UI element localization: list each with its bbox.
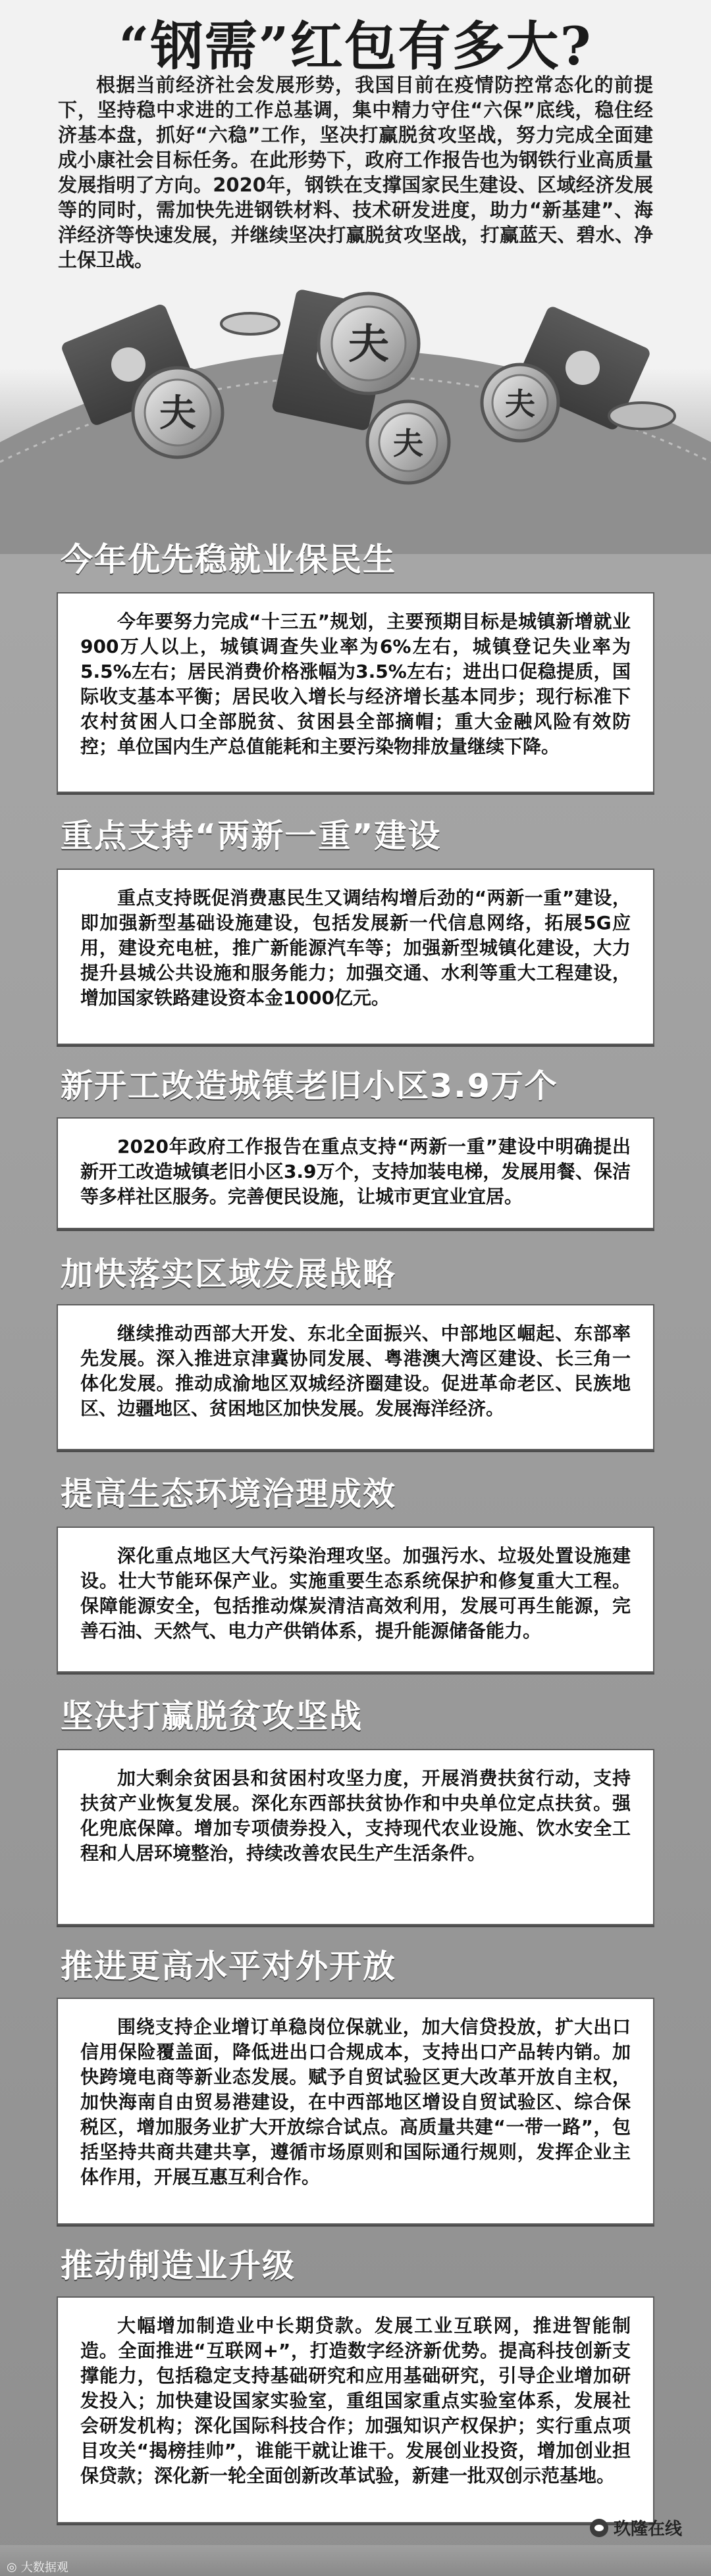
section-text: 加大剩余贫困县和贫困村攻坚力度，开展消费扶贫行动，支持扶贫产业恢复发展。深化东西部扶贫协作和中央单位定点扶贫。强化兜底保障。增加专项债券投入，支持现代农业设施、饮水安全工程和人居环境整治，持续改善农民生产生活条件。 (80, 1767, 631, 1864)
section-text: 今年要努力完成“十三五”规划，主要预期目标是城镇新增就业900万人以上，城镇调查失业率为6%左右，城镇登记失业率为5.5%左右；居民消费价格涨幅为3.5%左右；进出口促稳提质，国际收支基本平衡；居民收入增长与经济增长基本同步；现行标准下农村贫困人口全部脱贫、贫困县全部摘帽；重大金融风险有效防控；单位国内生产总值能耗和主要污染物排放量继续下降。 (80, 611, 631, 757)
section-title-employment: 今年优先稳就业保民生 (61, 541, 397, 578)
section-title-poverty: 坚决打赢脱贫攻坚战 (61, 1698, 363, 1735)
section-text: 继续推动西部大开发、东北全面振兴、中部地区崛起、东部率先发展。深入推进京津冀协同发展、粤港澳大湾区建设、长三角一体化发展。推动成渝地区双城经济圈建设。促进革命老区、民族地区、边疆地区、贫困地区加快发展。发展海洋经济。 (80, 1323, 631, 1419)
section-card-regional (57, 1304, 654, 1450)
section-text: 重点支持既促消费惠民生又调结构增后劲的“两新一重”建设，即加强新型基础设施建设，包括发展新一代信息网络，拓展5G应用，建设充电桩，推广新能源汽车等；加强新型城镇化建设，大力提升县城公共设施和服务能力；加强交通、水利等重大工程建设，增加国家铁路建设资本金1000亿元。 (80, 887, 631, 1009)
section-card-ecology (57, 1527, 654, 1673)
section-text: 深化重点地区大气污染治理攻坚。加强污水、垃圾处置设施建设。壮大节能环保产业。实施重要生态系统保护和修复重大工程。保障能源安全，包括推动煤炭清洁高效利用，发展可再生能源，完善石油、天然气、电力产供销体系，提升能源储备能力。 (80, 1545, 631, 1642)
wechat-icon (590, 2519, 608, 2537)
section-title-ecology: 提高生态环境治理成效 (61, 1475, 397, 1513)
section-text: 围绕支持企业增订单稳岗位保就业，加大信贷投放，扩大出口信用保险覆盖面，降低进出口合规成本，支持出口产品转内销。加快跨境电商等新业态发展。赋予自贸试验区更大改革开放自主权，加快海南自由贸易港建设，在中西部地区增设自贸试验区、综合保税区，增加服务业扩大开放综合试点。高质量共建“一带一路”，包括坚持共商共建共享，遵循市场原则和国际通行规则，发挥企业主体作用，开展互惠互利合作。 (80, 2016, 631, 2188)
coins-illustration (0, 245, 711, 554)
coin-icon (482, 365, 558, 441)
watermark-right (590, 2515, 682, 2540)
section-title-old-communities: 新开工改造城镇老旧小区3.9万个 (61, 1067, 558, 1105)
section-text: 大幅增加制造业中长期贷款。发展工业互联网，推进智能制造。全面推进“互联网+”，打造数字经济新优势。提高科技创新支撑能力，包括稳定支持基础研究和应用基础研究，引导企业增加研发投入；加快建设国家实验室，重组国家重点实验室体系，发展社会研发机构；深化国际科技合作；加强知识产权保护；实行重点项目攻关“揭榜挂帅”，谁能干就让谁干。发展创业投资，增加创业担保贷款；深化新一轮全面创新改革试验，新建一批双创示范基地。 (80, 2315, 631, 2487)
intro-paragraph: 根据当前经济社会发展形势，我国目前在疫情防控常态化的前提下，坚持稳中求进的工作总基调，集中精力守住“六保”底线，稳住经济基本盘，抓好“六稳”工作，坚决打赢脱贫攻坚战，努力完成全面建成小康社会目标任务。在此形势下，政府工作报告也为钢铁行业高质量发展指明了方向。2020年，钢铁在支撑国家民生建设、区域经济发展等的同时，需加快先进钢铁材料、技术研发进度，助力“新基建”、海洋经济等快速发展，并继续坚决打赢脱贫攻坚战，打赢蓝天、碧水、净土保卫战。 (58, 74, 653, 271)
coin-icon (319, 293, 419, 393)
coin-icon (367, 401, 449, 483)
section-card-old-communities (57, 1117, 654, 1229)
bottom-band (0, 2545, 711, 2576)
section-card-two-new-one-major (57, 869, 654, 1045)
section-card-manufacturing (57, 2296, 654, 2523)
section-title-regional: 加快落实区域发展战略 (61, 1255, 397, 1293)
section-title-manufacturing: 推动制造业升级 (61, 2247, 296, 2285)
section-card-poverty (57, 1749, 654, 1925)
watermark-logo-icon: ◎ (7, 2560, 17, 2574)
svg-text:夫: 夫 (505, 386, 535, 422)
svg-text:夫: 夫 (159, 392, 196, 435)
watermark-left-text: 大数据观 (20, 2561, 68, 2575)
svg-text:夫: 夫 (393, 426, 423, 461)
section-title-two-new-one-major: 重点支持“两新一重”建设 (61, 817, 442, 855)
section-card-employment (57, 592, 654, 793)
page-title: “钢需”红包有多大? (118, 15, 592, 77)
svg-text:夫: 夫 (348, 320, 390, 368)
coin-icon (133, 368, 223, 457)
section-card-opening-up (57, 1998, 654, 2225)
watermark-left (7, 2558, 68, 2575)
section-text: 2020年政府工作报告在重点支持“两新一重”建设中明确提出新开工改造城镇老旧小区3.9万个，支持加装电梯，发展用餐、保洁等多样社区服务。完善便民设施，让城市更宜业宜居。 (80, 1136, 631, 1207)
watermark-right-text: 玖隆在线 (613, 2519, 682, 2539)
section-title-opening-up: 推进更高水平对外开放 (61, 1948, 397, 1985)
